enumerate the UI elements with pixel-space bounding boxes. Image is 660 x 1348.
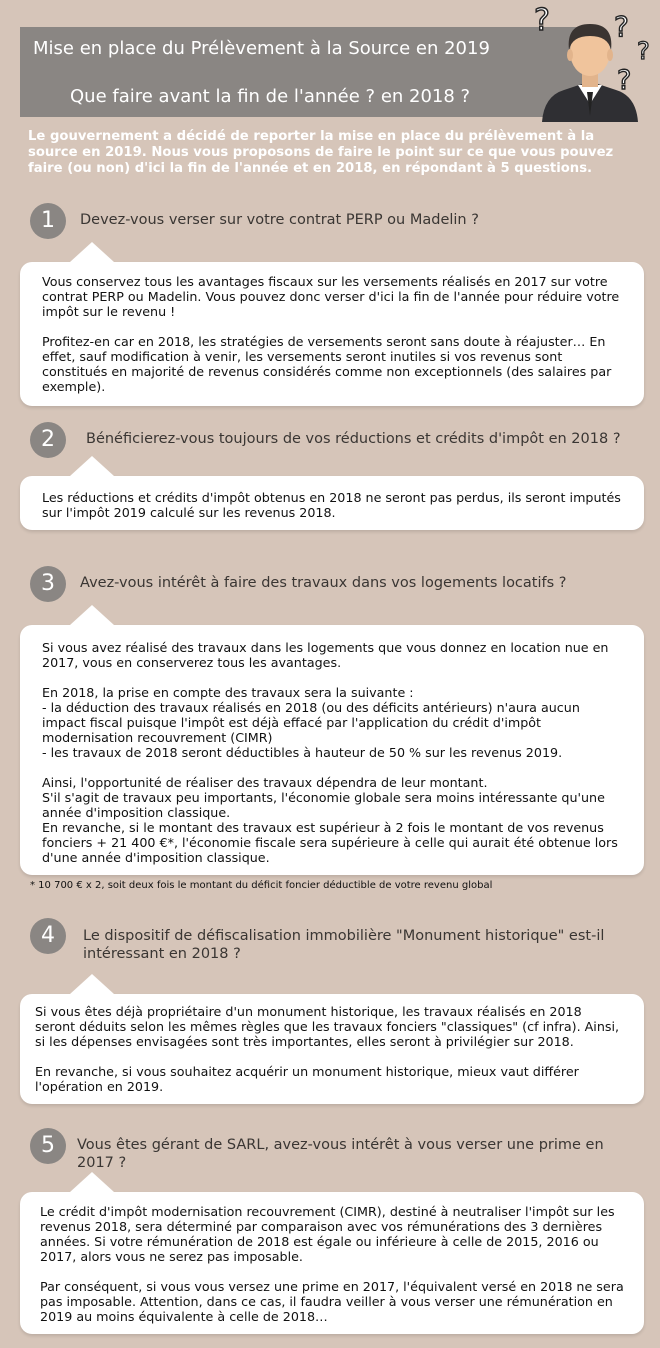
answer-paragraph: En 2018, la prise en compte des travaux sera la suivante : - la déduction des travaux réalisés en 2018 (ou des déficits antérieurs) n'aura aucun impact fiscal puisque l'impôt est déjà effacé par l'application du crédit d'impôt modernisation recouvrement (CIMR) - les travaux de 2018 seront déductibles à hauteur de 50 % sur les revenus 2019. [42, 685, 580, 760]
page-subtitle: Que faire avant la fin de l'année ? en 2018 ? [70, 86, 471, 107]
answer-card-5 [20, 1192, 644, 1334]
question-number: 2 [30, 422, 66, 458]
answer-paragraph: Ainsi, l'opportunité de réaliser des travaux dépendra de leur montant. S'il s'agit de travaux peu importants, l'économie globale sera moins intéressante qu'une année d'imposition classique. En revanche, si le montant des travaux est supérieur à 2 fois le montant de vos revenus fonciers + 21 400 €*, l'économie fiscale sera supérieure à celle qui aurait été obtenue lors d'une année d'imposition classique. [42, 775, 618, 865]
question-mark-icon [530, 2, 560, 36]
question-number: 5 [30, 1128, 66, 1164]
question-title: Devez-vous verser sur votre contrat PERP ou Madelin ? [80, 212, 479, 228]
question-number: 3 [30, 566, 66, 602]
answer-paragraph: Le crédit d'impôt modernisation recouvrement (CIMR), destiné à neutraliser l'impôt sur les revenus 2018, sera déterminé par comparaison avec vos rémunérations des 3 dernières années. Si votre rémunération de 2018 est égale ou inférieure à celle de 2015, 2016 ou 2017, alors vous ne serez pas imposable. [40, 1204, 615, 1264]
answer-paragraph: Les réductions et crédits d'impôt obtenus en 2018 ne seront pas perdus, ils seront imputés sur l'impôt 2019 calculé sur les revenus 2018. [42, 490, 621, 520]
question-title: Avez-vous intérêt à faire des travaux dans vos logements locatifs ? [80, 575, 567, 591]
question-2 [30, 422, 640, 462]
question-number: 4 [30, 918, 66, 954]
svg-text:?: ? [614, 10, 629, 42]
answer-paragraph: Profitez-en car en 2018, les stratégies de versements seront sans doute à réajuster… En effet, sauf modification à venir, les versements seront inutiles si vos revenus sont constitués en majorité de revenus considérés comme non exceptionnels (des salaires par exemple). [42, 334, 612, 394]
question-title: Le dispositif de défiscalisation immobilière "Monument historique" est-il intéressant en 2018 ? [83, 928, 605, 962]
question-mark-icon [614, 62, 642, 94]
question-number: 1 [30, 203, 66, 239]
question-5 [30, 1128, 640, 1171]
answer-paragraph: Vous conservez tous les avantages fiscaux sur les versements réalisés en 2017 sur votre contrat PERP ou Madelin. Vous pouvez donc verser d'ici la fin de l'année pour réduire votre impôt sur le revenu ! [42, 274, 620, 319]
answer-card-4 [20, 994, 644, 1104]
question-1 [30, 203, 640, 243]
question-3 [30, 566, 640, 606]
question-4 [30, 918, 640, 966]
footnote: * 10 700 € x 2, soit deux fois le montant du déficit foncier déductible de votre revenu global [30, 880, 493, 891]
page-title: Mise en place du Prélèvement à la Source en 2019 [33, 38, 490, 59]
svg-text:?: ? [534, 3, 550, 36]
question-title: Bénéficierez-vous toujours de vos réductions et crédits d'impôt en 2018 ? [86, 431, 621, 447]
answer-card-1 [20, 262, 644, 406]
answer-paragraph: En revanche, si vous souhaitez acquérir un monument historique, mieux vaut différer l'opération en 2019. [35, 1064, 579, 1094]
header-banner [20, 27, 598, 117]
answer-paragraph: Si vous avez réalisé des travaux dans les logements que vous donnez en location nue en 2017, vous en conserverez tous les avantages. [42, 640, 609, 670]
question-mark-icon [634, 34, 660, 64]
answer-paragraph: Si vous êtes déjà propriétaire d'un monument historique, les travaux réalisés en 2018 seront déduits selon les mêmes règles que les travaux fonciers "classiques" (cf infra). Ainsi, si les dépenses envisagées sont très importantes, elles seront à privilégier sur 2018. [35, 1004, 620, 1049]
intro-text: Le gouvernement a décidé de reporter la mise en place du prélèvement à la source en 2019. Nous vous proposons de faire le point sur ce que vous pouvez faire (ou non) d'ici la fin de l'année et en 2018, en répondant à 5 questions. [28, 129, 614, 176]
question-title: Vous êtes gérant de SARL, avez-vous intérêt à vous verser une prime en 2017 ? [77, 1137, 604, 1171]
svg-text:?: ? [637, 37, 650, 64]
answer-card-2 [20, 476, 644, 530]
answer-paragraph: Par conséquent, si vous vous versez une prime en 2017, l'équivalent versé en 2018 ne sera pas imposable. Attention, dans ce cas, il faudra veiller à vous verser une rémunération en 2019 au moins équivalente à celle de 2018… [40, 1279, 624, 1324]
answer-card-3 [20, 625, 644, 875]
svg-text:?: ? [617, 65, 632, 94]
